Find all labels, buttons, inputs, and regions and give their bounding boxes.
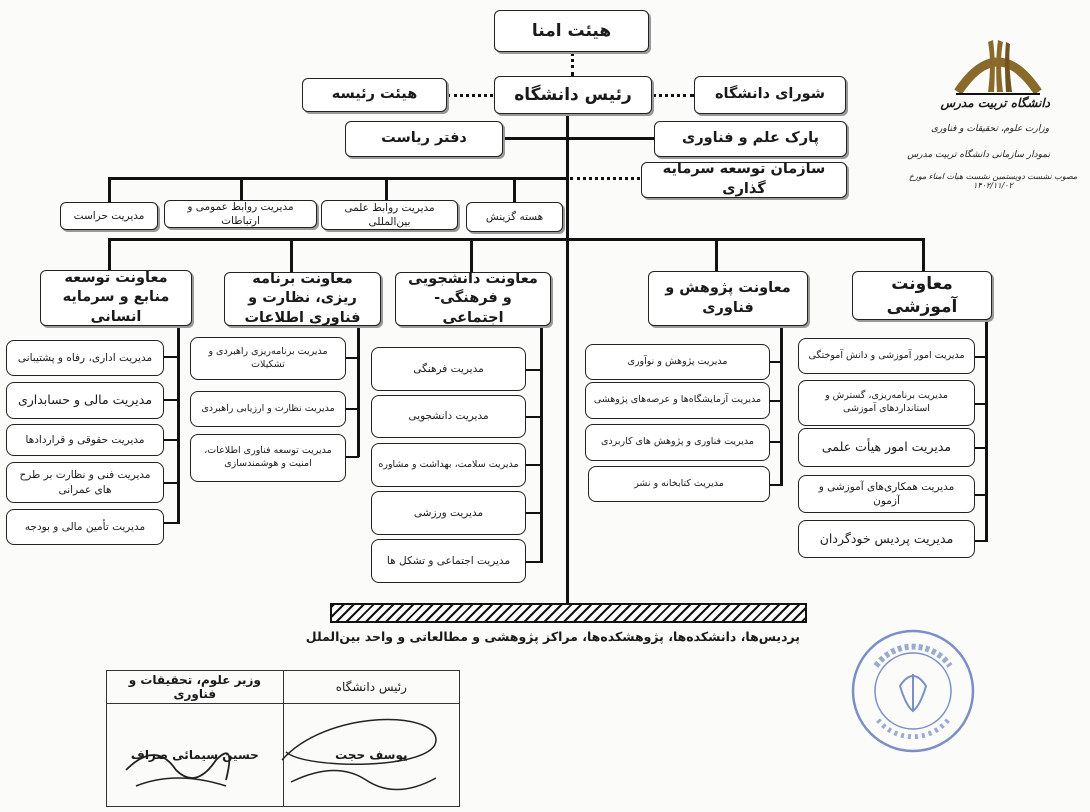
deputy-planning-box: معاونت برنامه ریزی، نظارت و فناوری اطلاعات xyxy=(224,272,381,326)
official-stamp xyxy=(848,626,978,756)
research-item-applied: مدیریت فناوری و پژوهش های کاربردی xyxy=(585,424,770,461)
student-item-students: مدیریت دانشجویی xyxy=(371,395,526,438)
unit-public-relations: مدیریت روابط عمومی و ارتباطات xyxy=(164,200,317,228)
base-hatched-bar xyxy=(330,603,807,623)
base-caption: پردیس‌ها، دانشکده‌ها، پژوهشکده‌ها، مراکز پژوهشی و مطالعاتی و واحد بین‌الملل xyxy=(305,629,800,644)
deputy-drop xyxy=(470,238,473,272)
planning-item-it: مدیریت توسعه فناوری اطلاعات، امنیت و هوشمندسازی xyxy=(190,434,346,482)
deputy-education-box: معاونت آموزشی xyxy=(852,271,992,320)
student-tick xyxy=(526,561,542,563)
education-item-faculty: مدیریت امور هیأت علمی xyxy=(798,428,975,467)
logo-approval-note: مصوب نشست دویستمین نشست هیات امناء مورخ ۱۴۰۲/۱۱/۰۲ xyxy=(908,172,1078,190)
student-item-culture: مدیریت فرهنگی xyxy=(371,347,526,391)
stamp-seal-icon xyxy=(848,626,978,756)
unit-international: مدیریت روابط علمی بین‌المللی xyxy=(321,200,458,230)
hr-item-legal: مدیریت حقوقی و قراردادها xyxy=(6,424,164,456)
research-rail xyxy=(780,326,783,486)
education-tick xyxy=(975,447,988,449)
education-tick xyxy=(975,403,988,405)
council-link xyxy=(652,94,694,97)
student-item-sports: مدیریت ورزشی xyxy=(371,491,526,535)
units-bar xyxy=(108,177,568,180)
education-rail xyxy=(985,320,988,542)
logo-ministry: وزارت علوم، تحقیقات و فناوری xyxy=(930,124,1050,134)
units-drop xyxy=(513,177,516,202)
investment-link xyxy=(570,177,640,180)
student-tick xyxy=(526,512,542,514)
deputy-drop xyxy=(108,238,111,270)
planning-rail xyxy=(357,325,360,457)
deputy-student-box: معاونت دانشجویی و فرهنگی- اجتماعی xyxy=(395,272,551,326)
planning-item-strategic: مدیریت برنامه‌ریزی راهبردی و تشکیلات xyxy=(190,337,346,380)
planning-tick xyxy=(346,456,359,458)
sig-president-title: رئیس دانشگاه xyxy=(283,671,459,704)
student-tick xyxy=(526,369,542,371)
research-tick xyxy=(770,484,783,486)
investment-org-box: سازمان توسعه سرمایه گذاری xyxy=(641,162,847,198)
hr-item-budget: مدیریت تأمین مالی و بودجه xyxy=(6,509,164,545)
student-item-social: مدیریت اجتماعی و تشکل ها xyxy=(371,539,526,583)
deputy-drop xyxy=(290,238,293,272)
hr-tick xyxy=(164,439,180,441)
education-item-planning: مدیریت برنامه‌ریزی، گسترش و استانداردهای آموزشی xyxy=(798,380,975,426)
signature-scribbles xyxy=(106,700,460,800)
logo-chart-caption: نمودار سازمانی دانشگاه تربیت مدرس xyxy=(907,150,1050,160)
deputy-drop xyxy=(922,238,925,271)
research-tick xyxy=(770,441,783,443)
units-drop xyxy=(240,177,243,202)
unit-selection: هسته گزینش xyxy=(466,202,563,232)
university-president-box: رئیس دانشگاه xyxy=(494,76,652,114)
unit-security: مدیریت حراست xyxy=(60,202,158,230)
deputy-hr-box: معاونت توسعه منابع و سرمایه انسانی xyxy=(40,270,192,326)
planning-tick xyxy=(346,408,359,410)
hr-item-technical: مدیریت فنی و نظارت بر طرح های عمرانی xyxy=(6,462,164,503)
education-item-cooperation: مدیریت همکاری‌های آموزشی و آزمون xyxy=(798,475,975,513)
education-tick xyxy=(975,540,988,542)
research-tick xyxy=(770,400,783,402)
hr-tick xyxy=(164,482,180,484)
logo-university-name: دانشگاه تربیت مدرس xyxy=(940,96,1050,110)
hr-item-finance: مدیریت مالی و حسابداری xyxy=(6,382,164,419)
units-drop xyxy=(108,177,111,202)
research-item-library: مدیریت کتابخانه و نشر xyxy=(588,466,770,502)
student-tick xyxy=(526,416,542,418)
sig-minister-name: حسین سیمائی صراف xyxy=(130,748,259,762)
education-item-campus: مدیریت پردیس خودگردان xyxy=(798,520,975,558)
planning-tick xyxy=(346,357,359,359)
university-council-box: شورای دانشگاه xyxy=(694,76,846,114)
hr-tick xyxy=(164,399,180,401)
hr-tick xyxy=(164,356,180,358)
president-office-box: دفتر ریاست xyxy=(345,121,503,157)
education-tick xyxy=(975,356,988,358)
sig-president-name: یوسف حجت xyxy=(335,748,408,762)
deputies-bar xyxy=(108,238,925,241)
deputy-research-box: معاونت پژوهش و فناوری xyxy=(648,271,808,326)
research-tick xyxy=(770,361,783,363)
student-item-health: مدیریت سلامت، بهداشت و مشاوره xyxy=(371,443,526,487)
board-of-trustees-box: هیئت امنا xyxy=(494,10,649,52)
main-spine xyxy=(566,112,569,604)
research-item-innovation: مدیریت پژوهش و نوآوری xyxy=(585,344,770,380)
trustees-link xyxy=(571,52,574,76)
hr-tick xyxy=(164,522,180,524)
science-park-box: پارک علم و فناوری xyxy=(654,121,847,157)
education-tick xyxy=(975,494,988,496)
research-item-labs: مدیریت آزمایشگاه‌ها و عرصه‌های پژوهشی xyxy=(585,382,770,419)
education-item-affairs: مدیریت امور آموزشی و دانش آموختگی xyxy=(798,338,975,374)
student-tick xyxy=(526,464,542,466)
office-link xyxy=(503,137,567,140)
sig-minister-title: وزیر علوم، تحقیقات و فناوری xyxy=(107,671,284,704)
hr-item-admin: مدیریت اداری، رفاه و پشتیبانی xyxy=(6,340,164,376)
units-drop xyxy=(385,177,388,202)
deputy-drop xyxy=(715,238,718,271)
planning-item-monitoring: مدیریت نظارت و ارزیابی راهبردی xyxy=(190,391,346,427)
board-link xyxy=(447,94,493,97)
board-of-directors-box: هیئت رئیسه xyxy=(302,78,447,112)
park-link xyxy=(568,137,654,140)
student-rail xyxy=(540,325,543,563)
